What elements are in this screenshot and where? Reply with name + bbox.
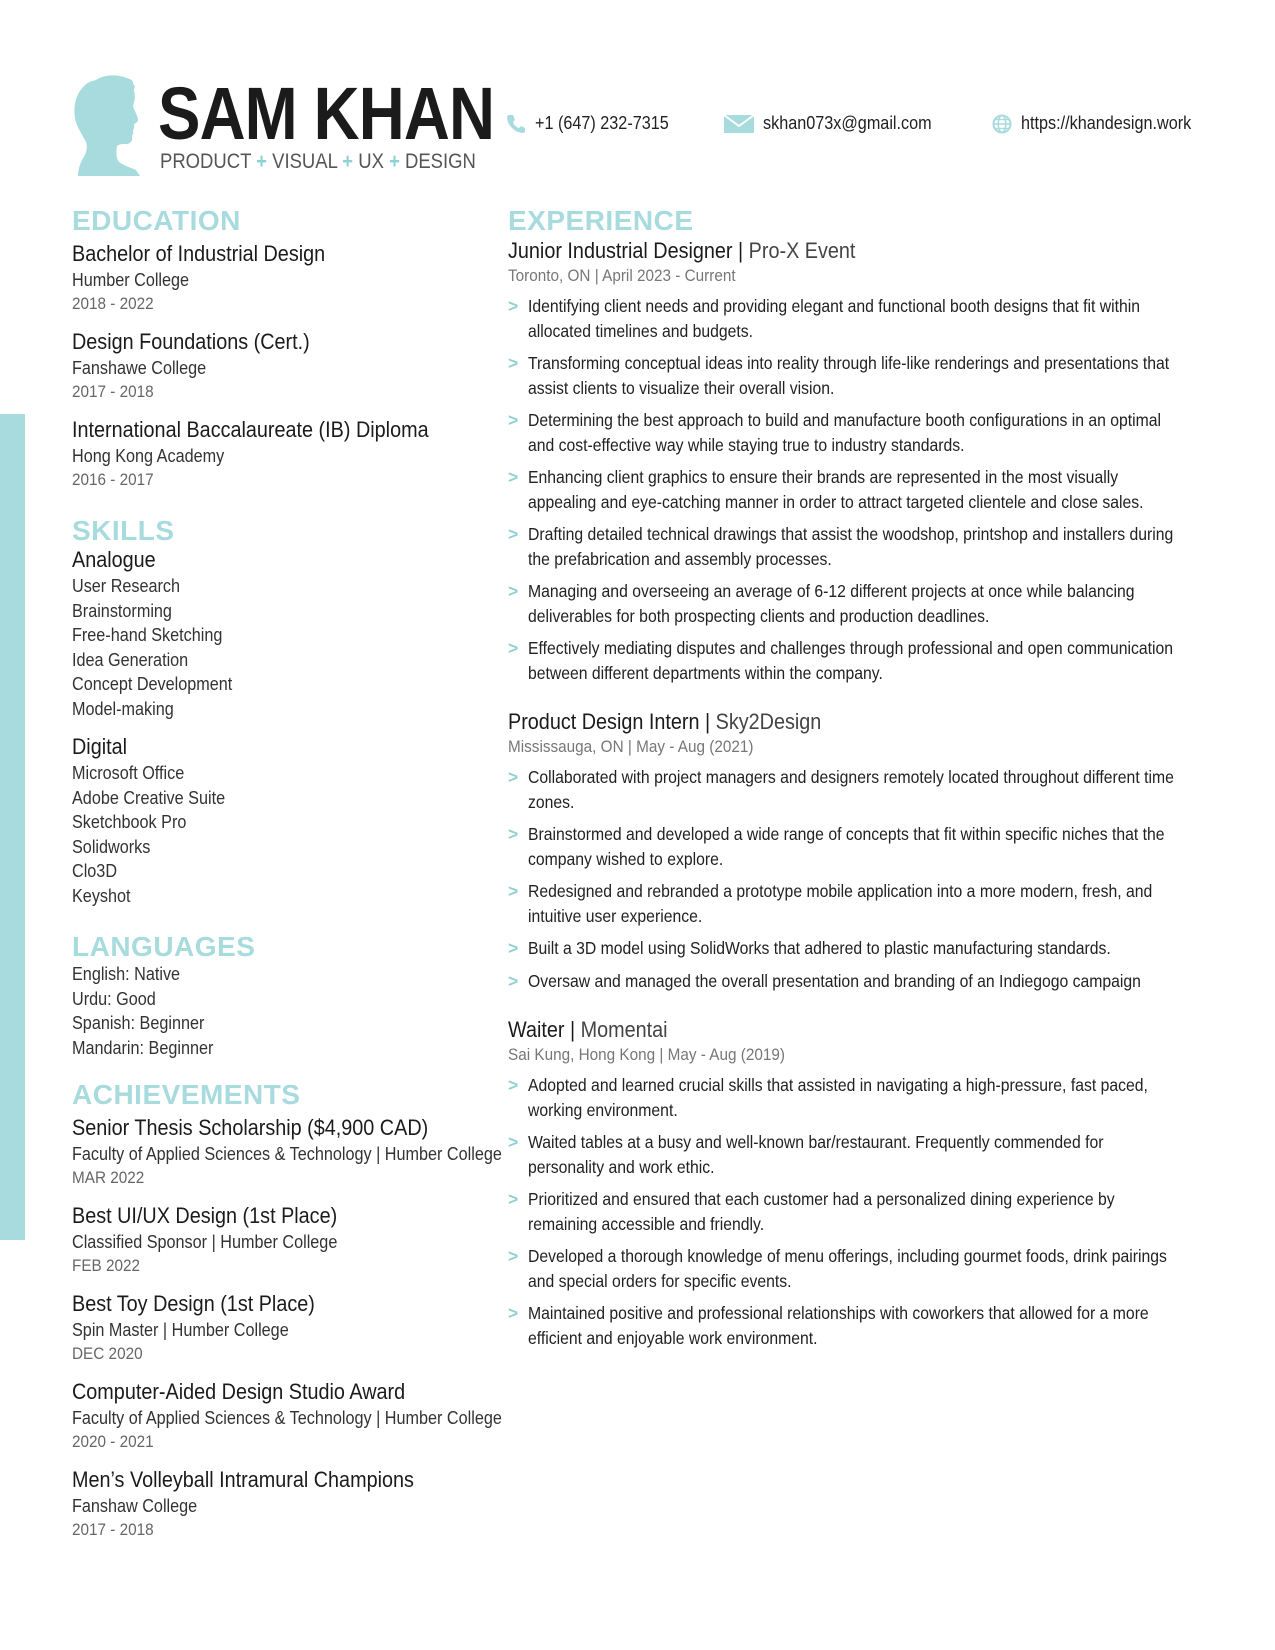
section-title-languages: LANGUAGES (72, 931, 256, 962)
degree-title: Bachelor of Industrial Design (72, 241, 326, 266)
skill-item: Brainstorming (72, 600, 172, 621)
skill-item: Solidworks (72, 836, 151, 857)
achievement-item (72, 1114, 502, 1190)
language-item: Mandarin: Beginner (72, 1037, 214, 1058)
bullet-text: Adopted and learned crucial skills that assisted in navigating a high-pressure, fast paced, working environment. (528, 1075, 1148, 1120)
bullet-item (508, 879, 1208, 928)
chevron-right-icon: > (508, 938, 519, 958)
bullet-text: Developed a thorough knowledge of menu offerings, including gourmet foods, drink pairings and special orders for specific events. (528, 1246, 1167, 1291)
bullet-text: Prioritized and ensured that each customer had a personalized dining experience by remaining accessible and friendly. (528, 1189, 1115, 1234)
tagline-item: UX (358, 150, 384, 173)
tagline-item: VISUAL (272, 150, 338, 173)
languages-section (72, 932, 492, 1060)
contact-email[interactable] (724, 113, 950, 134)
bullet-text: Brainstormed and developed a wide range of concepts that fit within specific niches that the company wished to explore. (528, 824, 1165, 869)
chevron-right-icon: > (508, 970, 519, 991)
tagline-separator: + (389, 150, 400, 173)
bullet-text: Oversaw and managed the overall presentation and branding of an Indiegogo campaign (528, 970, 1141, 991)
achievement-org: Faculty of Applied Sciences & Technology | Humber College (72, 1144, 502, 1164)
tagline-separator: + (256, 150, 267, 173)
job-entry: Junior Industrial Designer | Pro-X Event Toronto, ON | April 2023 - Current > Identifying client needs and providing elegant and functional booth designs that fit within allocated timelines and budgets. > Transforming conceptual ideas into reality through life-like renderings and presentations that assist clients to visualize their overall vision. > Determining the best approach to build and manufacture booth configurations in an optimal and cost-effective way while staying true to industry standards. > Enhancing client graphics to ensure their brands are represented in the most visually appealing and eye-catching manner in order to attract targeted clientele and close sales. > Drafting detailed technical drawings that assist the woodshop, printshop and installers during the prefabrication and assembly processes. > Managing and overseeing an average of 6-12 different projects at once while balancing deliverables for both prospecting clients and production deadlines. > Effectively mediating disputes and challenges through professional and open communication between different departments within the company. (508, 236, 1208, 685)
education-item (72, 328, 492, 404)
chevron-right-icon: > (508, 1132, 519, 1152)
section-title-education: EDUCATION (72, 205, 241, 236)
bullet-item (508, 969, 1208, 994)
bullet-text: Redesigned and rebranded a prototype mobile application into a more modern, fresh, and intuitive user experience. (528, 881, 1153, 926)
bullet-item (508, 579, 1208, 628)
job-role: Waiter (508, 1017, 565, 1042)
achievement-name: Men’s Volleyball Intramural Champions (72, 1467, 414, 1492)
school-name: Humber College (72, 270, 190, 290)
achievement-date: FEB 2022 (72, 1256, 141, 1275)
skill-item: Concept Development (72, 674, 233, 694)
job-role: Junior Industrial Designer (508, 238, 733, 263)
bullet-item (508, 294, 1208, 343)
skills-section (72, 516, 492, 908)
chevron-right-icon: > (508, 1246, 519, 1266)
bullet-text: Drafting detailed technical drawings that assist the woodshop, printshop and installers during the prefabrication and assembly processes. (528, 524, 1174, 569)
job-entry: Product Design Intern | Sky2Design Mississauga, ON | May - Aug (2021) > Collaborated with project managers and designers remotely located throughout different time zones. > Brainstormed and developed a wide range of concepts that fit within specific niches that the company wished to explore. > Redesigned and rebranded a prototype mobile application into a more modern, fresh, and intuitive user experience. > Built a 3D model using SolidWorks that adhered to plastic manufacturing standards. > Oversaw and managed the overall presentation and branding of an Indiegogo campaign (508, 707, 1208, 993)
bullet-text: Enhancing client graphics to ensure their brands are represented in the most visually appealing and eye-catching manner in order to attract targeted clientele and close sales. (528, 467, 1144, 512)
language-item: English: Native (72, 964, 181, 984)
candidate-name: SAM KHAN (158, 72, 495, 155)
skill-group-analogue (72, 546, 492, 721)
chevron-right-icon: > (508, 767, 519, 787)
education-item (72, 240, 492, 316)
envelope-icon (724, 114, 754, 134)
bullet-text: Effectively mediating disputes and challenges through professional and open communication between different departments within the company. (528, 638, 1173, 683)
left-column (72, 205, 502, 1554)
achievement-org: Spin Master | Humber College (72, 1320, 289, 1340)
job-company: Sky2Design (715, 709, 822, 734)
achievement-date: 2017 - 2018 (72, 1520, 154, 1539)
school-name: Hong Kong Academy (72, 446, 225, 466)
job-role: Product Design Intern (508, 709, 700, 734)
chevron-right-icon: > (508, 1075, 519, 1095)
achievement-name: Best Toy Design (1st Place) (72, 1291, 315, 1316)
achievement-name: Computer-Aided Design Studio Award (72, 1379, 406, 1404)
bullet-text: Waited tables at a busy and well-known bar/restaurant. Frequently commended for personality and work ethic. (528, 1132, 1104, 1177)
chevron-right-icon: > (508, 296, 519, 316)
right-column (508, 206, 1208, 1372)
achievement-item (72, 1202, 492, 1278)
tagline-separator: + (342, 150, 354, 173)
tagline (160, 150, 476, 174)
skill-item: Model-making (72, 698, 174, 719)
bullet-text: Maintained positive and professional relationships with coworkers that allowed for a more efficient and enjoyable work environment. (528, 1303, 1149, 1348)
job-company: Pro-X Event (748, 238, 856, 263)
accent-bar (0, 414, 25, 1240)
bullet-item (508, 1187, 1208, 1236)
language-item: Urdu: Good (72, 988, 156, 1009)
education-section (72, 206, 492, 492)
education-dates: 2017 - 2018 (72, 382, 154, 401)
chevron-right-icon: > (508, 1303, 519, 1323)
section-title-skills: SKILLS (72, 515, 175, 546)
achievement-org: Fanshaw College (72, 1496, 198, 1516)
contact-website[interactable] (992, 113, 1210, 134)
achievement-item (72, 1466, 492, 1542)
email-address: skhan073x@gmail.com (763, 113, 932, 133)
bullet-item (508, 465, 1208, 514)
skill-item: Clo3D (72, 861, 118, 881)
chevron-right-icon: > (508, 824, 519, 844)
education-dates: 2016 - 2017 (72, 470, 154, 489)
chevron-right-icon: > (508, 353, 519, 373)
bullet-item (508, 351, 1208, 400)
bullet-item (508, 522, 1208, 571)
section-title-experience: EXPERIENCE (508, 205, 694, 236)
bullet-item (508, 1130, 1208, 1179)
job-bullets (508, 1073, 1208, 1350)
bullet-item (508, 1301, 1208, 1350)
bullet-item (508, 936, 1208, 961)
skill-item: Free-hand Sketching (72, 625, 223, 645)
education-dates: 2018 - 2022 (72, 294, 154, 313)
achievement-org: Faculty of Applied Sciences & Technology | Humber College (72, 1408, 502, 1428)
bullet-text: Managing and overseeing an average of 6-12 different projects at once while balancing deliverables for both prospecting clients and production deadlines. (528, 581, 1135, 626)
bullet-text: Determining the best approach to build and manufacture booth configurations in an optimal and cost-effective way while staying true to industry standards. (528, 410, 1162, 455)
chevron-right-icon: > (508, 524, 519, 544)
section-title-achievements: ACHIEVEMENTS (72, 1079, 301, 1110)
chevron-right-icon: > (508, 410, 519, 430)
skill-group-heading: Analogue (72, 547, 156, 572)
skill-item: Microsoft Office (72, 763, 185, 783)
chevron-right-icon: > (508, 467, 519, 487)
degree-title: Design Foundations (Cert.) (72, 329, 310, 354)
achievement-date: 2020 - 2021 (72, 1432, 154, 1451)
chevron-right-icon: > (508, 881, 519, 901)
chevron-right-icon: > (508, 581, 519, 601)
globe-icon (992, 114, 1012, 134)
bullet-text: Collaborated with project managers and designers remotely located throughout different time zones. (528, 767, 1174, 812)
bullet-item (508, 765, 1208, 814)
job-company: Momentai (580, 1017, 668, 1042)
bullet-text: Built a 3D model using SolidWorks that adhered to plastic manufacturing standards. (528, 938, 1111, 958)
phone-number: +1 (647) 232-7315 (535, 113, 669, 133)
job-location-dates: Mississauga, ON | May - Aug (2021) (508, 737, 754, 756)
skill-item: Adobe Creative Suite (72, 787, 226, 808)
achievement-date: DEC 2020 (72, 1344, 143, 1363)
language-item: Spanish: Beginner (72, 1013, 205, 1033)
bullet-text: Transforming conceptual ideas into reality through life-like renderings and presentations that assist clients to visualize their overall vision. (528, 353, 1170, 398)
phone-icon (506, 114, 526, 134)
skill-item: Sketchbook Pro (72, 812, 187, 832)
bullet-item (508, 408, 1208, 457)
bullet-item (508, 822, 1208, 871)
skill-group-digital (72, 733, 492, 908)
job-bullets (508, 765, 1208, 993)
achievement-item (72, 1378, 502, 1454)
degree-title: International Baccalaureate (IB) Diploma (72, 417, 429, 442)
achievement-name: Senior Thesis Scholarship ($4,900 CAD) (72, 1115, 429, 1140)
job-location-dates: Sai Kung, Hong Kong | May - Aug (2019) (508, 1045, 786, 1064)
tagline-item: PRODUCT (160, 150, 252, 173)
bullet-item (508, 636, 1208, 685)
skill-item: Idea Generation (72, 649, 189, 670)
achievement-name: Best UI/UX Design (1st Place) (72, 1203, 338, 1228)
achievement-date: MAR 2022 (72, 1168, 145, 1187)
skill-item: User Research (72, 576, 181, 596)
tagline-item: DESIGN (405, 150, 476, 173)
chevron-right-icon: > (508, 1189, 519, 1209)
skill-group-heading: Digital (72, 734, 128, 759)
achievements-section (72, 1079, 502, 1542)
bullet-item (508, 1244, 1208, 1293)
achievement-item (72, 1290, 492, 1366)
bullet-item (508, 1073, 1208, 1122)
bullet-text: Identifying client needs and providing elegant and functional booth designs that fit within allocated timelines and budgets. (528, 296, 1141, 341)
achievement-org: Classified Sponsor | Humber College (72, 1232, 338, 1252)
job-location-dates: Toronto, ON | April 2023 - Current (508, 266, 736, 285)
contact-phone[interactable] (506, 113, 684, 134)
profile-silhouette-icon (72, 74, 148, 176)
chevron-right-icon: > (508, 638, 519, 658)
education-item (72, 416, 492, 492)
job-entry: Waiter | Momentai Sai Kung, Hong Kong | May - Aug (2019) > Adopted and learned crucial skills that assisted in navigating a high-pressure, fast paced, working environment. > Waited tables at a busy and well-known bar/restaurant. Frequently commended for personality and work ethic. > Prioritized and ensured that each customer had a personalized dining experience by remaining accessible and friendly. > Developed a thorough knowledge of menu offerings, including gourmet foods, drink pairings and special orders for specific events. > Maintained positive and professional relationships with coworkers that allowed for a more efficient and enjoyable work environment. (508, 1015, 1208, 1350)
job-bullets (508, 294, 1208, 685)
experience-section (508, 206, 1208, 1350)
school-name: Fanshawe College (72, 358, 207, 378)
skill-item: Keyshot (72, 885, 131, 906)
website-url: https://khandesign.work (1021, 113, 1192, 133)
